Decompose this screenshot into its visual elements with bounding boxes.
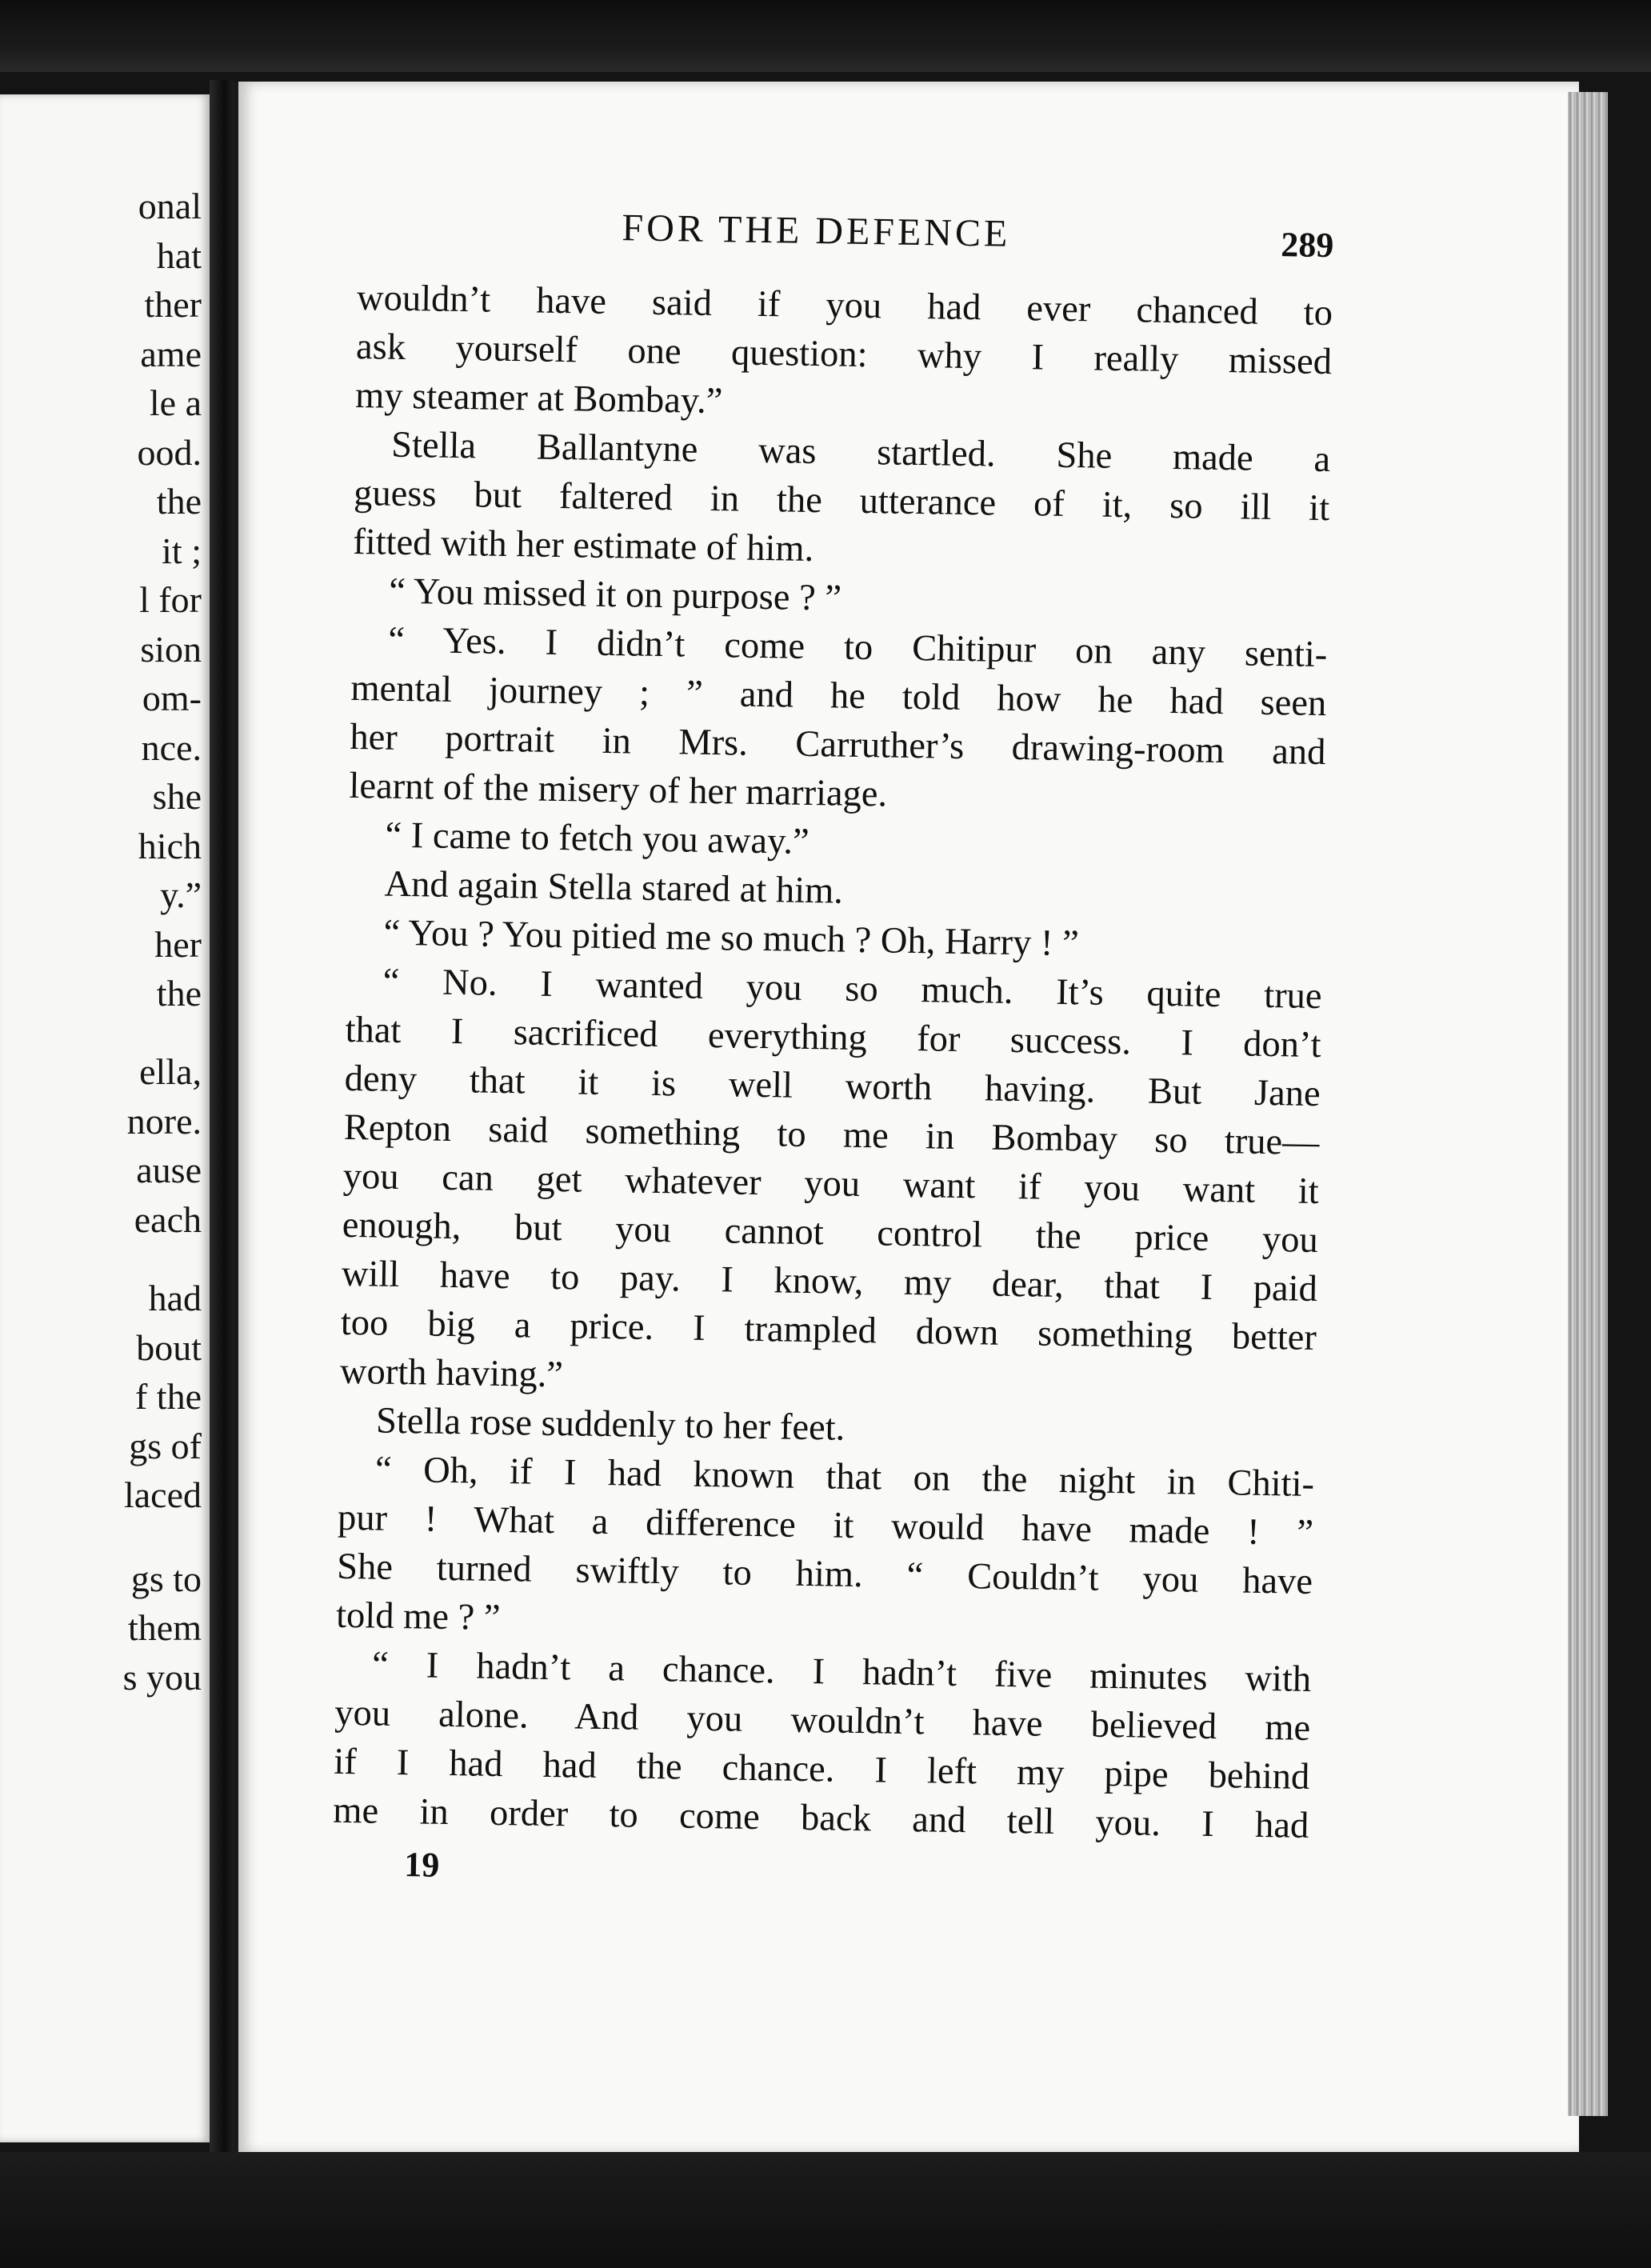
- left-page-fragment: le a: [149, 382, 202, 423]
- running-title: FOR THE DEFENCE: [622, 206, 1011, 255]
- left-page-fragment: ood.: [137, 431, 202, 473]
- left-page-fragment: hat: [156, 234, 202, 276]
- text-line: pur ! What a difference it would have made ! ”: [337, 1497, 1314, 1554]
- text-line: if I had had the chance. I left my pipe behind: [333, 1741, 1310, 1798]
- text-line: “ You missed it on purpose ? ”: [388, 570, 842, 619]
- left-page-fragment: ame: [140, 333, 202, 374]
- left-page-fragment: them: [128, 1607, 202, 1649]
- text-line: fitted with her estimate of him.: [352, 521, 814, 570]
- right-page: [234, 82, 1579, 2154]
- text-line: will have to pay. I know, my dear, that I paid: [341, 1253, 1318, 1310]
- text-line: “ No. I wanted you so much. It’s quite true: [382, 961, 1322, 1018]
- left-page-fragment: nce.: [141, 726, 202, 768]
- left-page-fragment: y.”: [160, 874, 202, 915]
- scan-border-top: [0, 0, 1651, 72]
- left-page-fragment: ella,: [139, 1051, 202, 1093]
- text-line: deny that it is well worth having. But Jane: [344, 1058, 1321, 1115]
- text-line: Repton said something to me in Bombay so true—: [343, 1106, 1321, 1164]
- text-line: you can get whatever you want if you want it: [342, 1155, 1320, 1213]
- text-line: me in order to come back and tell you. I had: [333, 1790, 1309, 1846]
- text-line: my steamer at Bombay.”: [354, 374, 723, 422]
- left-page-fragment: om-: [142, 678, 202, 718]
- book-gutter: [210, 80, 234, 2152]
- body-text: [333, 274, 1333, 1850]
- text-line: And again Stella stared at him.: [384, 863, 844, 912]
- left-page-fragment: bout: [136, 1326, 202, 1368]
- text-line: ask yourself one question: why I really missed: [355, 326, 1333, 383]
- text-line: Stella Ballantyne was startled. She made a: [390, 424, 1331, 481]
- text-line: “ I hadn’t a chance. I hadn’t five minutes with: [371, 1644, 1312, 1700]
- running-head: [358, 202, 1334, 289]
- page-number: 289: [1280, 225, 1334, 266]
- left-page: [0, 94, 210, 2142]
- text-line: too big a price. I trampled down something better: [340, 1302, 1317, 1358]
- text-line: “ You ? You pitied me so much ? Oh, Harry ! ”: [383, 912, 1080, 965]
- left-page-fragment: it ;: [162, 530, 202, 571]
- left-page-fragment: ause: [136, 1150, 202, 1191]
- page-edge: [1568, 92, 1608, 2116]
- left-page-fragment: laced: [123, 1474, 202, 1516]
- text-line: wouldn’t have said if you had ever chanced to: [356, 277, 1333, 334]
- left-page-fragment: gs to: [130, 1558, 202, 1599]
- text-line: mental journey ; ” and he told how he had seen: [350, 667, 1327, 725]
- scan-border-bottom: [0, 2152, 1651, 2268]
- text-line: worth having.”: [339, 1350, 564, 1396]
- text-line: told me ? ”: [335, 1594, 501, 1639]
- left-page-fragment: f the: [134, 1376, 202, 1418]
- text-line: She turned swiftly to him. “ Couldn’t you have: [336, 1546, 1313, 1602]
- left-page-fragment: hich: [138, 825, 202, 866]
- left-page-fragment: onal: [138, 186, 202, 226]
- left-page-fragment: the: [156, 481, 202, 522]
- left-page-fragment: gs of: [129, 1425, 202, 1466]
- text-line: her portrait in Mrs. Carruther’s drawing-room and: [350, 716, 1326, 774]
- text-line: Stella rose suddenly to her feet.: [375, 1400, 845, 1449]
- left-page-fragment: s you: [122, 1656, 202, 1698]
- left-page-fragment: l for: [139, 579, 202, 620]
- text-line: you alone. And you wouldn’t have believed me: [334, 1692, 1311, 1749]
- page-content: [332, 202, 1334, 1899]
- left-page-fragment: her: [154, 923, 202, 965]
- text-line: “ Oh, if I had known that on the night in Chiti-: [374, 1449, 1315, 1505]
- left-page-fragment: had: [148, 1278, 202, 1319]
- signature-mark: 19: [403, 1845, 440, 1885]
- left-page-fragment: the: [156, 973, 202, 1014]
- left-page-fragment: each: [134, 1198, 202, 1240]
- left-page-fragment: sion: [140, 628, 202, 670]
- text-line: “ Yes. I didn’t come to Chitipur on any senti-: [387, 619, 1328, 676]
- left-page-fragment: ther: [144, 284, 202, 325]
- left-page-fragment: nore.: [126, 1100, 202, 1142]
- text-line: learnt of the misery of her marriage.: [349, 765, 888, 815]
- text-line: “ I came to fetch you away.”: [385, 814, 810, 862]
- text-line: that I sacrificed everything for success. I don’t: [345, 1009, 1321, 1066]
- text-line: enough, but you cannot control the price you: [342, 1204, 1319, 1262]
- left-page-fragment: she: [152, 776, 202, 817]
- text-line: guess but faltered in the utterance of it, so ill it: [353, 472, 1330, 530]
